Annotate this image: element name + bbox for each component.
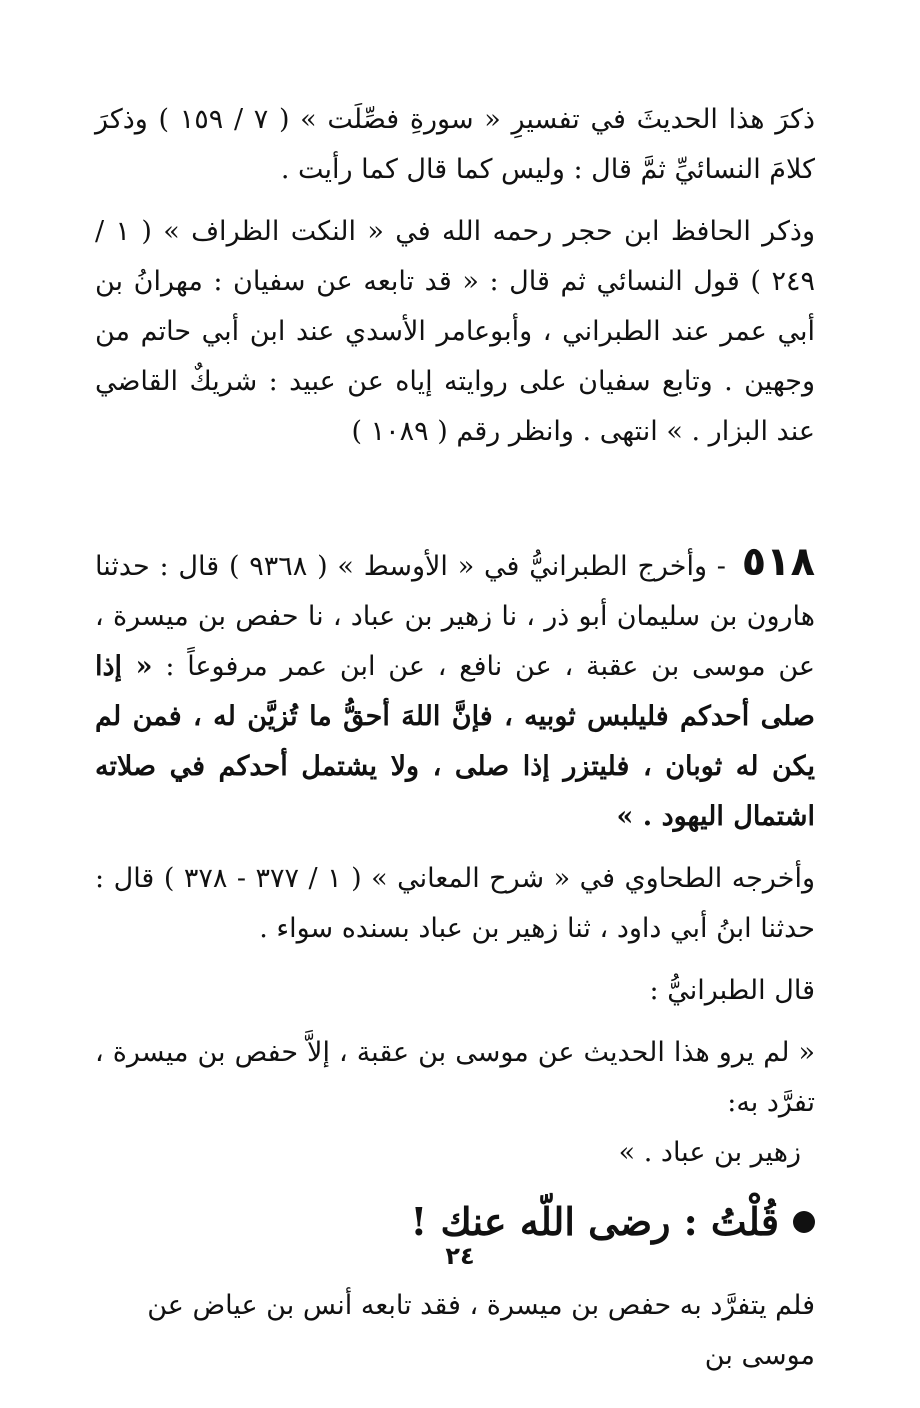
quote-line-2: زهير بن عباد . » xyxy=(618,1137,801,1168)
heading-text: قُلْتُ : رضى اللّه عنك ! xyxy=(410,1199,779,1244)
paragraph-tabarani-said: قال الطبرانيُّ : xyxy=(649,975,815,1006)
paragraph-tafsir-reference: ذكرَ هذا الحديثَ في تفسيرِ « سورةِ فصِّلَت » ( ٧ / ١٥٩ ) وذكرَ كلامَ النسائيِّ ثمَّ قال : وليس كما قال كما رأيت . xyxy=(95,104,816,185)
paragraph-tahawi: وأخرجه الطحاوي في « شرح المعاني » ( ١ / ٣٧٧ - ٣٧٨ ) قال : حدثنا ابنُ أبي داود ، ثنا زهير بن عباد بسنده سواء . xyxy=(95,863,816,944)
page-body xyxy=(95,95,815,1408)
paragraph-continuation: فلم يتفرَّد به حفص بن ميسرة ، فقد تابعه أنس بن عياض عن موسى بن xyxy=(147,1290,815,1371)
hadith-isnad: - وأخرج الطبرانيُّ في « الأوسط » ( ٩٣٦٨ ) قال : حدثنا هارون بن سليمان أبو ذر ، نا زهير بن عباد ، نا حفص بن ميسرة ، عن موسى بن عقبة ، عن نافع ، عن ابن عمر مرفوعاً : xyxy=(95,551,815,682)
hadith-entry xyxy=(95,537,815,842)
hadith-number: ٥١٨ xyxy=(741,539,815,585)
paragraph-ibn-hajar: وذكر الحافظ ابن حجر رحمه الله في « النكت الظراف » ( ١ / ٢٤٩ ) قول النسائي ثم قال : « قد تابعه عن سفيان : مهرانُ بن أبي عمر عند الطبراني ، وأبوعامر الأسدي عند ابن أبي حاتم من وجهين . وتابع سفيان على روايته إياه عن عبيد : شريكٌ القاضي عند البزار . » انتهى . وانظر رقم ( ١٠٨٩ ) xyxy=(95,216,815,447)
tabarani-quote xyxy=(95,1028,815,1178)
page-number: ٢٤ xyxy=(445,1242,475,1270)
quote-line-1: « لم يرو هذا الحديث عن موسى بن عقبة ، إلاَّ حفص بن ميسرة ، تفرَّد به: xyxy=(95,1037,815,1118)
hadith-matn: « إذا صلى أحدكم فليلبس ثوبيه ، فإنَّ اللهَ أحقُّ ما تُزيَّن له ، فمن لم يكن له ثوبان ، فليتزر إذا صلى ، ولا يشتمل أحدكم في صلاته اشتمال اليهود . » xyxy=(95,651,815,832)
bullet-icon xyxy=(793,1211,815,1233)
